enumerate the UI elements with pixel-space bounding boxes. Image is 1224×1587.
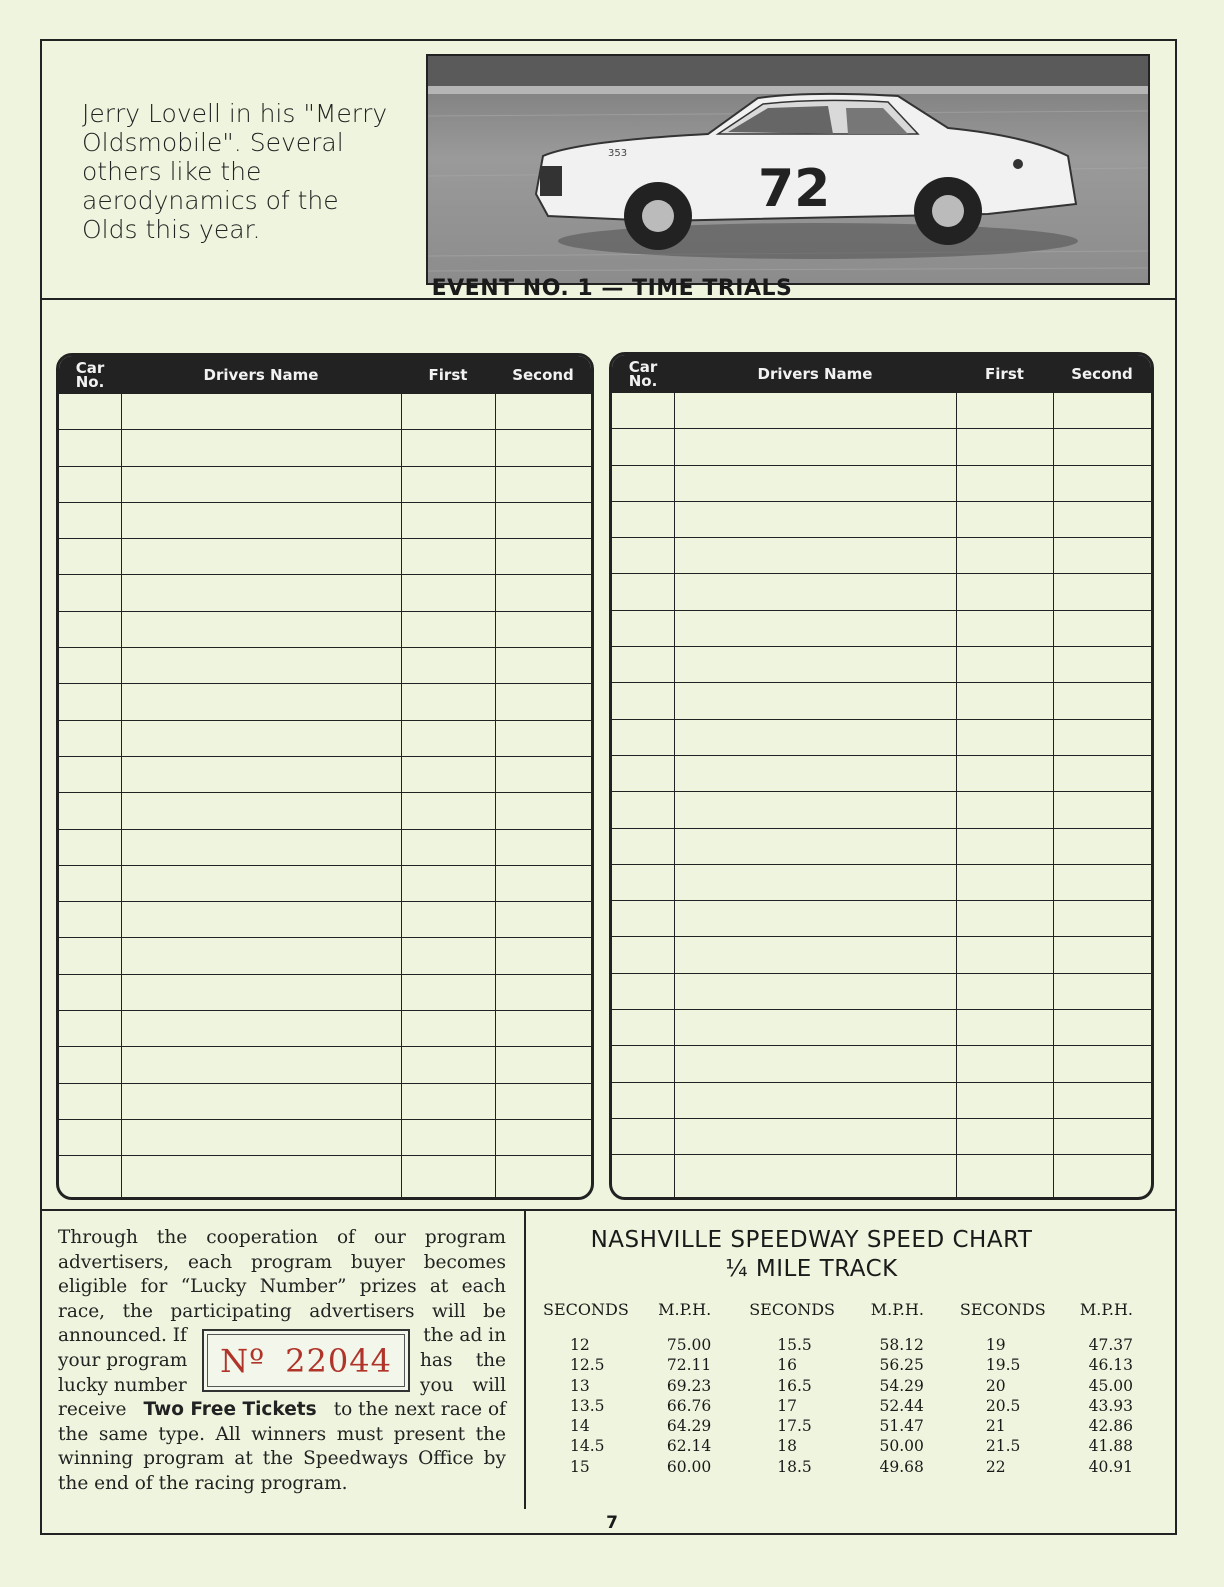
table-row[interactable]: [612, 901, 1151, 937]
text-line: the end of the racing program.: [58, 1472, 348, 1494]
text-line: winning program at the Speedways Office by: [58, 1448, 506, 1470]
speed-chart-table: [543, 1300, 1133, 1477]
col-car-label: Car: [75, 359, 105, 377]
race-car-illustration: [428, 56, 1148, 283]
table-rows: [612, 393, 1151, 1197]
table-row[interactable]: [612, 1046, 1151, 1082]
divider-bottom: [42, 1209, 1175, 1211]
table-row[interactable]: [59, 757, 591, 793]
table-row[interactable]: [59, 1156, 591, 1192]
table-row[interactable]: [612, 937, 1151, 973]
table-row[interactable]: [59, 612, 591, 648]
table-row[interactable]: [59, 938, 591, 974]
photo-caption: Jerry Lovell in his "Merry Oldsmobile". Several others like the aerodynamics of the Olds this year.: [82, 99, 388, 244]
text-line: advertisers, each program buyer becomes: [58, 1251, 506, 1273]
table-row[interactable]: [612, 1119, 1151, 1155]
table-row[interactable]: [612, 1155, 1151, 1191]
col-no-label: No.: [75, 373, 105, 391]
table-row[interactable]: [612, 393, 1151, 429]
table-rows: [59, 394, 591, 1197]
col-first: First: [428, 366, 468, 384]
table-row[interactable]: [59, 866, 591, 902]
col-drivers-name: Drivers Name: [203, 366, 319, 384]
event-title: EVENT NO. 1 — TIME TRIALS: [431, 276, 793, 301]
table-row: 12 75.00 15.5 58.12 19 47.37: [570, 1336, 1133, 1354]
table-row[interactable]: [612, 756, 1151, 792]
col-car-no: [59, 356, 121, 394]
col-car-label: Car: [628, 358, 658, 376]
table-row[interactable]: [612, 1083, 1151, 1119]
table-row[interactable]: [612, 792, 1151, 828]
col-seconds: SECONDS: [543, 1300, 629, 1319]
table-row[interactable]: [612, 974, 1151, 1010]
table-row[interactable]: [612, 1010, 1151, 1046]
col-car-no: [612, 355, 674, 393]
table-row: 15 60.00 18.5 49.68 22 40.91: [570, 1457, 1133, 1476]
page-number: 7: [606, 1513, 618, 1533]
table-row[interactable]: [59, 467, 591, 503]
text-line: race, the participating advertisers will be: [58, 1300, 506, 1322]
table-row[interactable]: [59, 793, 591, 829]
table-header: [59, 356, 591, 394]
text-line: receive Two Free Tickets to the next race of: [58, 1398, 506, 1423]
col-mph: M.P.H.: [870, 1300, 924, 1319]
table-row: 12.5 72.11 16 56.25 19.5 46.13: [570, 1356, 1133, 1375]
race-car-photo: [426, 54, 1150, 285]
table-row[interactable]: [59, 430, 591, 466]
speed-chart-title: NASHVILLE SPEEDWAY SPEED CHART: [590, 1227, 1033, 1253]
table-row: 14.5 62.14 18 50.00 21.5 41.88: [570, 1437, 1133, 1456]
ticket-prefix: Nº: [220, 1341, 266, 1380]
table-row[interactable]: [59, 975, 591, 1011]
time-trials-table-right: [609, 352, 1154, 1200]
table-row[interactable]: [612, 683, 1151, 719]
table-row[interactable]: [612, 574, 1151, 610]
table-row[interactable]: [59, 1047, 591, 1083]
col-mph: M.P.H.: [658, 1300, 712, 1319]
col-first: First: [985, 365, 1024, 383]
col-seconds: SECONDS: [749, 1300, 836, 1319]
table-row[interactable]: [59, 902, 591, 938]
speed-chart-subtitle: ¼ MILE TRACK: [725, 1256, 898, 1282]
text-line: announced. If the ad in: [58, 1325, 506, 1347]
table-row[interactable]: [612, 502, 1151, 538]
col-seconds: SECONDS: [959, 1300, 1046, 1319]
table-row[interactable]: [59, 648, 591, 684]
table-header: [612, 355, 1151, 393]
table-row[interactable]: [59, 1011, 591, 1047]
car-decal-353: 353: [608, 148, 628, 159]
text-line: Through the cooperation of our program: [58, 1227, 506, 1248]
table-row[interactable]: [59, 1084, 591, 1120]
table-row[interactable]: [59, 394, 591, 430]
two-free-tickets: Two Free Tickets: [143, 1399, 317, 1421]
lucky-number-ticket: [202, 1329, 410, 1392]
table-row[interactable]: [59, 1120, 591, 1156]
table-row[interactable]: [59, 575, 591, 611]
table-row: 13 69.23 16.5 54.29 20 45.00: [570, 1376, 1133, 1395]
table-row[interactable]: [59, 830, 591, 866]
divider-vertical: [524, 1209, 526, 1509]
table-row[interactable]: [59, 539, 591, 575]
table-row[interactable]: [612, 429, 1151, 465]
col-no-label: No.: [628, 372, 658, 390]
table-row[interactable]: [612, 538, 1151, 574]
table-row[interactable]: [612, 647, 1151, 683]
table-row[interactable]: [612, 720, 1151, 756]
table-row: 14 64.29 17.5 51.47 21 42.86: [570, 1417, 1133, 1436]
table-row[interactable]: [59, 684, 591, 720]
text-line: the same type. All winners must present the: [58, 1423, 506, 1445]
table-row: 13.5 66.76 17 52.44 20.5 43.93: [570, 1396, 1133, 1415]
table-row[interactable]: [612, 611, 1151, 647]
table-row[interactable]: [59, 503, 591, 539]
time-trials-table-left: [56, 353, 594, 1200]
ticket-number: 22044: [285, 1341, 392, 1380]
table-row[interactable]: [612, 865, 1151, 901]
table-row[interactable]: [612, 829, 1151, 865]
text-line: your program has the: [58, 1349, 506, 1371]
car-number-decal: 72: [758, 159, 831, 219]
col-second: Second: [1071, 365, 1133, 383]
col-drivers-name: Drivers Name: [757, 365, 873, 383]
table-row[interactable]: [59, 721, 591, 757]
text-line: eligible for “Lucky Number” prizes at each: [58, 1276, 506, 1298]
col-second: Second: [512, 366, 574, 384]
table-row[interactable]: [612, 466, 1151, 502]
text-line: lucky number you will: [58, 1374, 506, 1396]
col-mph: M.P.H.: [1079, 1300, 1133, 1319]
